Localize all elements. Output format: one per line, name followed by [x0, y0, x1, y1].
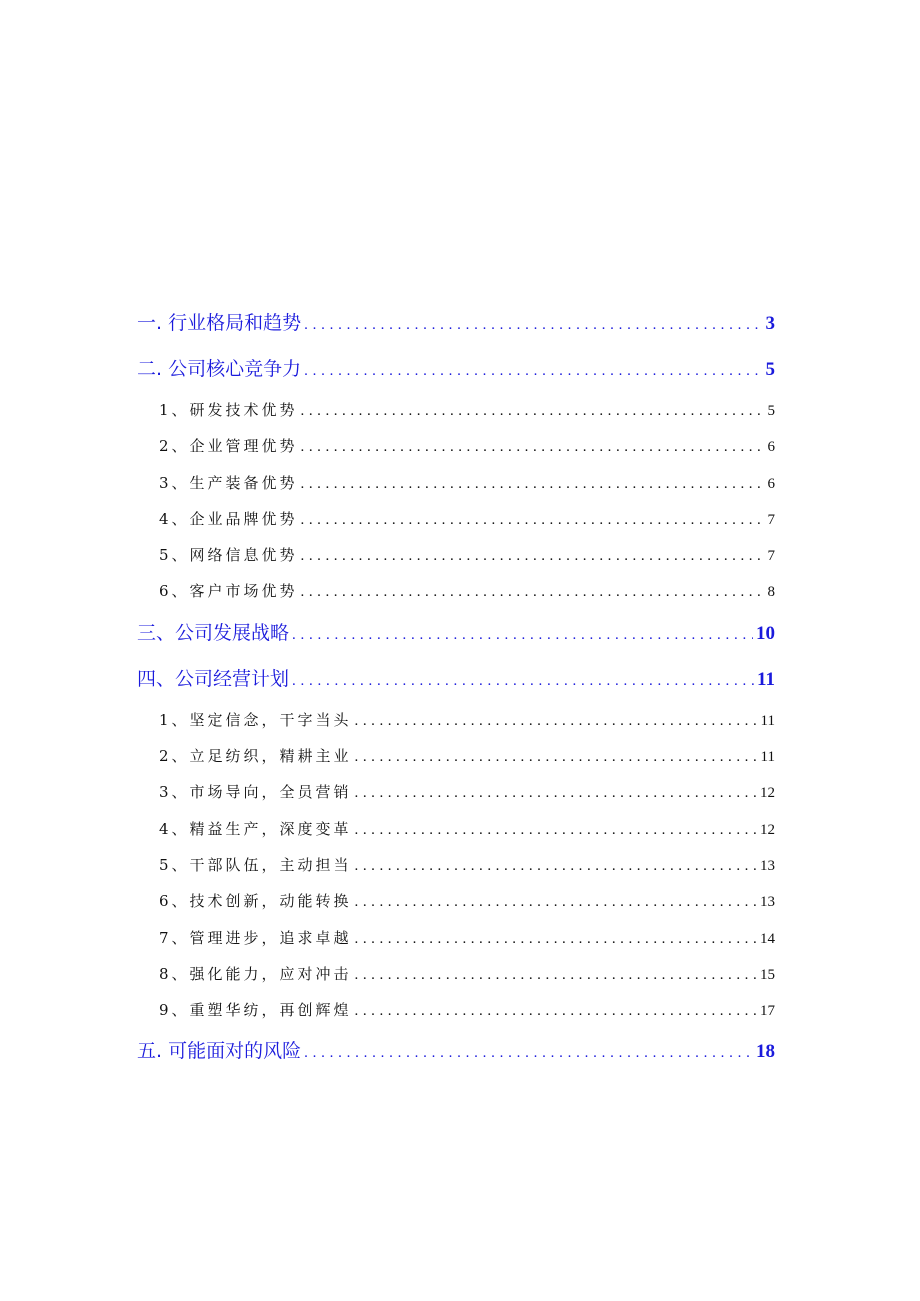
dot-leader: [301, 429, 765, 465]
toc-page-number: 12: [760, 821, 775, 838]
toc-subitem-title: 4、精益生产，深度变革: [159, 819, 352, 838]
toc-page-number: 3: [765, 313, 775, 334]
dot-leader: [292, 612, 753, 658]
dot-leader: [301, 466, 765, 502]
dot-leader: [355, 775, 757, 811]
toc-subitem-title: 1、坚定信念，干字当头: [159, 710, 352, 729]
toc-subitem-title: 2、立足纺织，精耕主业: [159, 747, 352, 766]
toc-page-number: 7: [767, 548, 775, 565]
toc-subitem-title: 5、干部队伍，主动担当: [159, 855, 352, 874]
table-of-contents: [137, 300, 775, 1074]
toc-page-number: 6: [767, 439, 775, 456]
dot-leader: [301, 502, 765, 538]
toc-subitem-title: 2、企业管理优势: [159, 437, 298, 456]
toc-subitem-title: 6、技术创新，动能转换: [159, 892, 352, 911]
toc-page-number: 7: [767, 511, 775, 528]
dot-leader: [355, 884, 757, 920]
toc-section-2[interactable]: [137, 346, 775, 392]
toc-subitem-title: 3、生产装备优势: [159, 473, 298, 492]
toc-subitem[interactable]: [137, 920, 775, 956]
toc-section-title: 三、公司发展战略: [137, 621, 290, 644]
toc-subitem-title: 9、重塑华纺，再创辉煌: [159, 1001, 352, 1020]
toc-section-1[interactable]: [137, 300, 775, 346]
toc-page-number: 8: [767, 584, 775, 601]
toc-subitem[interactable]: [137, 992, 775, 1028]
toc-subitem[interactable]: [137, 537, 775, 573]
toc-page-number: 11: [757, 668, 775, 690]
toc-page-number: 17: [760, 1003, 775, 1020]
toc-subitem[interactable]: [137, 956, 775, 992]
dot-leader: [301, 574, 765, 610]
dot-leader: [355, 921, 757, 957]
toc-subitem-title: 7、管理进步，追求卓越: [159, 928, 352, 947]
toc-subitem[interactable]: [137, 465, 775, 501]
toc-page-number: 15: [760, 966, 775, 983]
toc-page-number: 5: [765, 359, 775, 380]
toc-subitem-title: 3、市场导向，全员营销: [159, 783, 352, 802]
toc-subitem[interactable]: [137, 428, 775, 464]
toc-section-4[interactable]: [137, 656, 775, 702]
dot-leader: [301, 393, 765, 429]
dot-leader: [355, 739, 758, 775]
toc-subitem[interactable]: [137, 811, 775, 847]
toc-section-title: 四、公司经营计划: [137, 667, 290, 690]
dot-leader: [355, 993, 757, 1029]
toc-page-number: 5: [767, 403, 775, 419]
toc-subitem[interactable]: [137, 883, 775, 919]
dot-leader: [304, 348, 762, 394]
dot-leader: [355, 812, 757, 848]
toc-page-number: 12: [760, 785, 775, 802]
toc-subitem-title: 4、企业品牌优势: [159, 509, 298, 528]
toc-subitem[interactable]: [137, 573, 775, 609]
toc-section-3[interactable]: [137, 610, 775, 656]
toc-page-number: 14: [760, 930, 775, 947]
dot-leader: [304, 1030, 753, 1076]
dot-leader: [355, 957, 757, 993]
toc-subitem[interactable]: [137, 774, 775, 810]
toc-subitem[interactable]: [137, 738, 775, 774]
toc-subitem-title: 5、网络信息优势: [159, 546, 298, 565]
toc-page-number: 6: [767, 475, 775, 492]
dot-leader: [292, 658, 754, 704]
toc-subitem-title: 8、强化能力，应对冲击: [159, 964, 352, 983]
toc-subitem[interactable]: [137, 847, 775, 883]
toc-subitem-title: 6、客户市场优势: [159, 582, 298, 601]
toc-subitem[interactable]: [137, 501, 775, 537]
toc-page-number: 13: [760, 857, 775, 874]
dot-leader: [304, 302, 762, 348]
toc-page-number: 18: [756, 1041, 775, 1063]
toc-subitem[interactable]: [137, 392, 775, 428]
toc-page-number: 11: [760, 749, 775, 766]
dot-leader: [355, 703, 758, 739]
dot-leader: [355, 848, 757, 884]
toc-section-title: 二. 公司核心竞争力: [137, 358, 302, 380]
toc-section-5[interactable]: [137, 1028, 775, 1074]
toc-section-title: 五. 可能面对的风险: [137, 1040, 302, 1063]
toc-subitem-title: 1、研发技术优势: [159, 401, 298, 419]
dot-leader: [301, 538, 765, 574]
toc-section-title: 一. 行业格局和趋势: [137, 312, 302, 334]
toc-page-number: 10: [756, 622, 775, 644]
toc-subitem[interactable]: [137, 702, 775, 738]
toc-page-number: 11: [760, 712, 775, 729]
toc-page-number: 13: [760, 894, 775, 911]
